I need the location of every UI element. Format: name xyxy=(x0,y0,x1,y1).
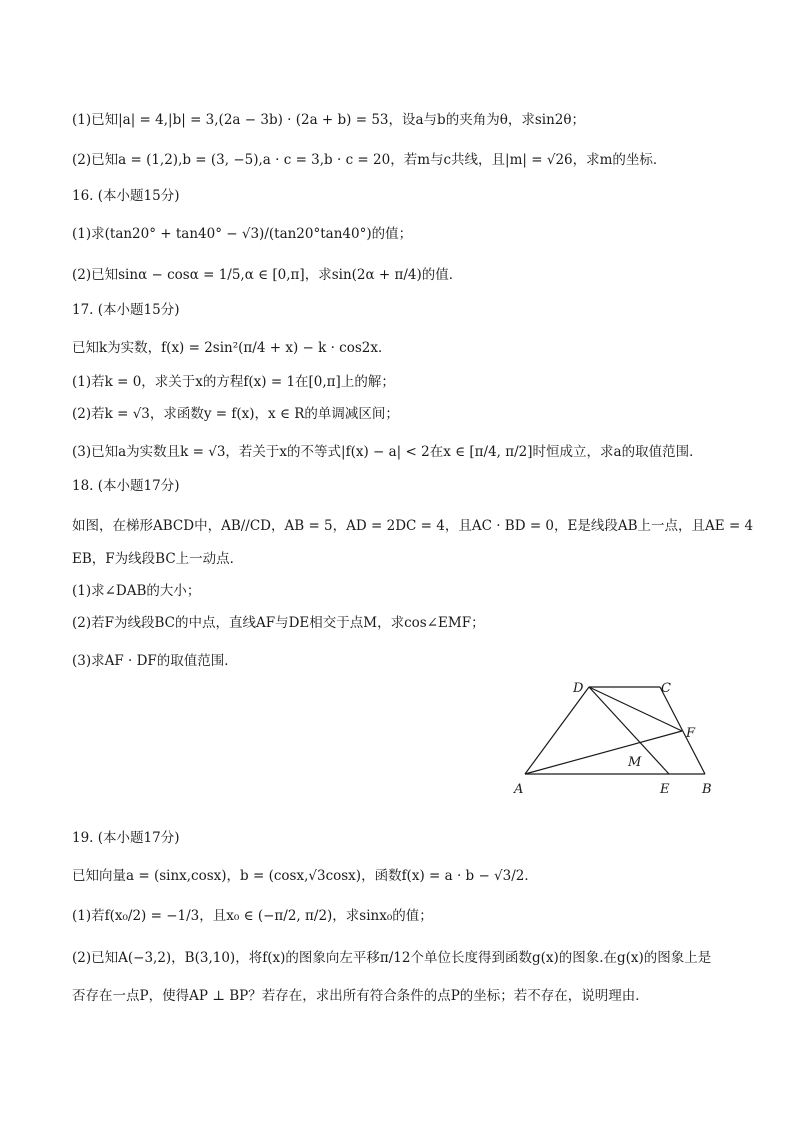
segment-AF xyxy=(525,731,682,774)
problem-19-part-1: (1)若f(x₀/2) = −1/3，且x₀ ∈ (−π/2, π/2)，求sinx₀的值； xyxy=(72,908,433,924)
segment-CB xyxy=(660,687,705,774)
problem-17-part-2: (2)若k = √3，求函数y = f(x)，x ∈ R的单调减区间； xyxy=(72,406,399,422)
problem-18-part-2: (2)若F为线段BC的中点，直线AF与DE相交于点M，求cos∠EMF； xyxy=(72,615,485,631)
problem-19-part-2-line-2: 否存在一点P，使得AP ⊥ BP？若存在，求出所有符合条件的点P的坐标；若不存在，说明理由． xyxy=(72,988,649,1004)
problem-19-stem: 已知向量a = (sinx,cosx)，b = (cosx,√3cosx)，函数f(x) = a · b − √3/2． xyxy=(72,868,538,884)
problem-16-part-2: (2)已知sinα − cosα = 1/5,α ∈ [0,π]，求sin(2α + π/4)的值． xyxy=(72,267,463,283)
problem-18-part-3: (3)求AF · DF的取值范围． xyxy=(72,653,238,669)
problem-15-part-1: (1)已知|a| = 4,|b| = 3,(2a − 3b) · (2a + b) = 53，设a与b的夹角为θ，求sin2θ； xyxy=(72,112,585,128)
problem-16-part-1: (1)求(tan20° + tan40° − √3)/(tan20°tan40°)的值； xyxy=(72,226,413,242)
problem-17-part-1: (1)若k = 0，求关于x的方程f(x) = 1在[0,π]上的解； xyxy=(72,374,395,390)
label-D: D xyxy=(573,681,584,696)
problem-15-part-2: (2)已知a = (1,2),b = (3, −5),a · c = 3,b · c = 20，若m与c共线，且|m| = √26，求m的坐标． xyxy=(72,152,667,168)
problem-18-stem-line-2: EB，F为线段BC上一动点． xyxy=(72,551,244,567)
problem-17-heading: 17. (本小题15分) xyxy=(72,302,180,318)
problem-19-heading: 19. (本小题17分) xyxy=(72,830,180,846)
label-E: E xyxy=(660,782,670,797)
problem-16-heading: 16. (本小题15分) xyxy=(72,188,180,204)
segment-AD xyxy=(525,687,589,774)
problem-18-heading: 18. (本小题17分) xyxy=(72,478,180,494)
label-F: F xyxy=(686,726,696,741)
trapezoid-figure xyxy=(510,676,730,806)
label-M: M xyxy=(628,755,642,770)
label-C: C xyxy=(661,681,671,696)
problem-18-part-1: (1)求∠DAB的大小； xyxy=(72,583,201,599)
problem-19-part-2-line-1: (2)已知A(−3,2)，B(3,10)，将f(x)的图象向左平移π/12个单位长度得到函数g(x)的图象.在g(x)的图象上是 xyxy=(72,950,712,966)
problem-17-stem: 已知k为实数，f(x) = 2sin²(π/4 + x) − k · cos2x． xyxy=(72,340,392,356)
label-A: A xyxy=(514,782,524,797)
problem-18-stem-line-1: 如图，在梯形ABCD中，AB//CD，AB = 5，AD = 2DC = 4，且AC · BD = 0，E是线段AB上一点，且AE = 4 xyxy=(72,518,754,534)
label-B: B xyxy=(702,782,712,797)
problem-17-part-3: (3)已知a为实数且k = √3，若关于x的不等式|f(x) − a| < 2在x ∈ [π/4, π/2]时恒成立，求a的取值范围． xyxy=(72,444,703,460)
